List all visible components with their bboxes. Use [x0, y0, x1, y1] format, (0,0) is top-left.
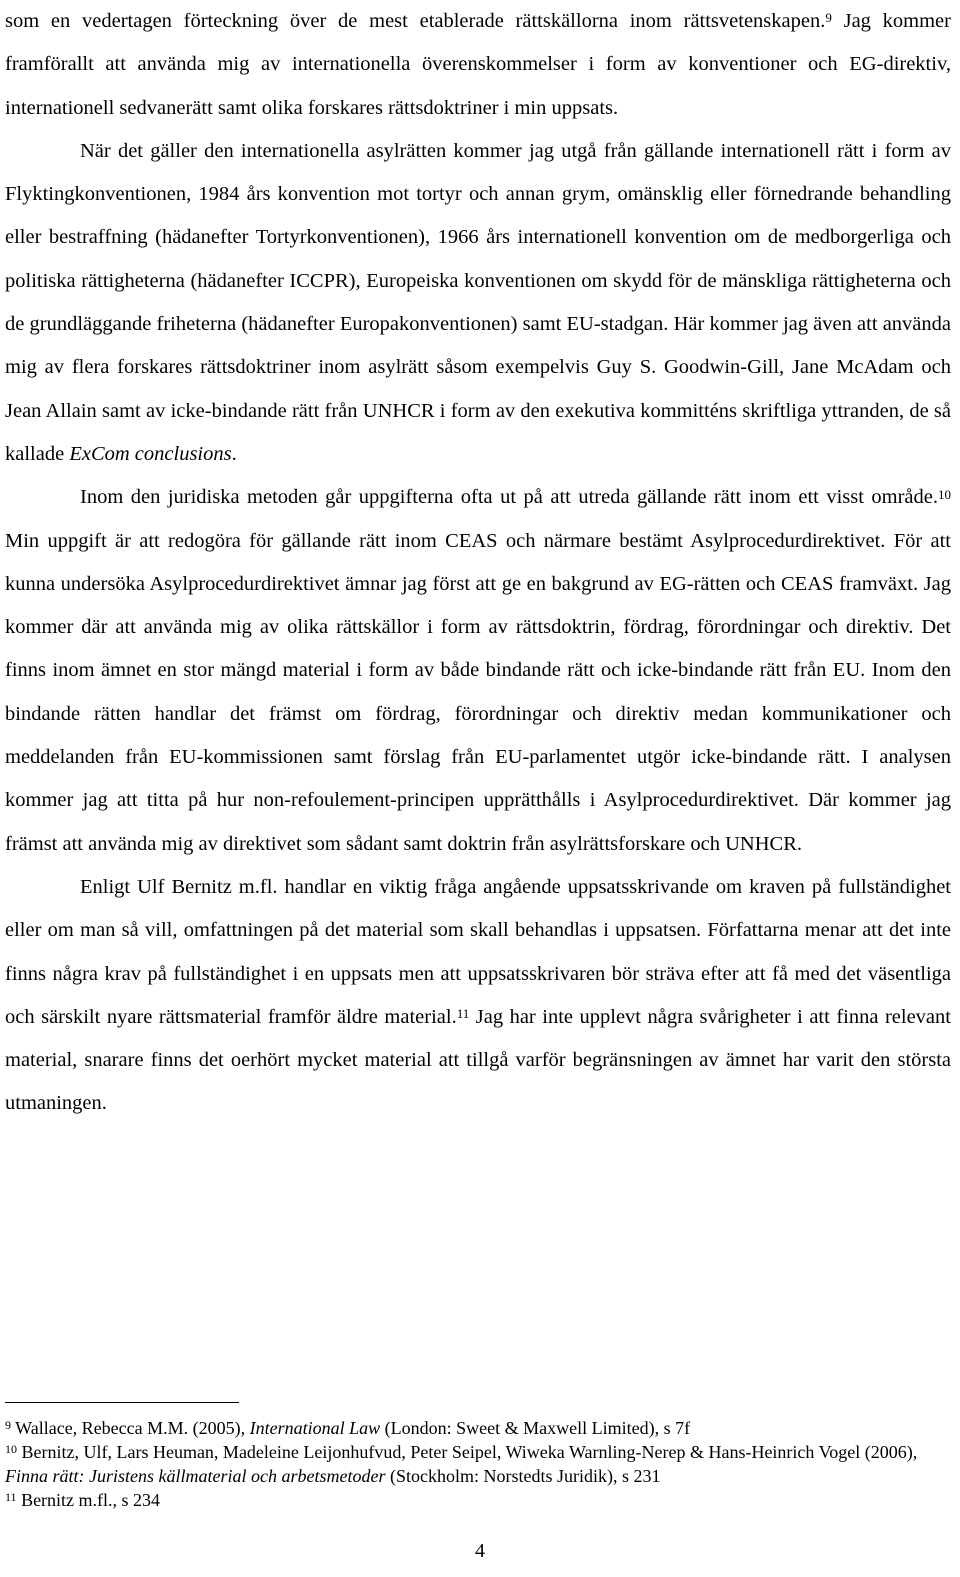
emphasis-text: ExCom conclusions: [69, 442, 232, 465]
body-text: [5, 0, 951, 1126]
footnote-number: 9: [5, 1418, 11, 1433]
footnote-text: (London: Sweet & Maxwell Limited), s 7f: [380, 1418, 691, 1438]
footnote-9: [5, 1416, 951, 1440]
footnote-number: 10: [5, 1442, 17, 1457]
footnote-text: Wallace, Rebecca M.M. (2005),: [11, 1418, 250, 1438]
footnote-title: International Law: [249, 1418, 381, 1438]
paragraph-text: Min uppgift är att redogöra för gällande rätt inom CEAS och närmare bestämt Asylprocedurdirektivet. För att kunna undersöka Asylprocedurdirektivet ämnar jag först att ge en bakgrund av EG-rätten och CEAS framväxt. Jag kommer där att använda mig av olika rättskällor i form av rättsdoktrin, fördrag, förordningar och direktiv. Det finns inom ämnet en stor mängd material i form av både bindande rätt och icke-bindande rätt från EU. Inom den bindande rätten handlar det främst om fördrag, förordningar och direktiv medan kommunikationer och meddelanden från EU-kommissionen samt förslag från EU-parlamentet utgör icke-bindande rätt. I analysen kommer jag att titta på hur non-refoulement-principen upprätthålls i Asylprocedurdirektivet. Där kommer jag främst att använda mig av direktivet som sådant samt doktrin från asylrättsforskare och UNHCR.: [5, 529, 951, 855]
paragraph-text: som en vedertagen förteckning över de mest etablerade rättskällorna inom rättsvetenskapen.: [5, 10, 826, 32]
paragraph-text: Jag har inte upplevt några svårigheter i att finna relevant material, snarare finns det oerhört mycket material att tillgå varför begränsningen av ämnet har varit den största utmaningen.: [5, 1005, 951, 1115]
footnote-text: Bernitz, Ulf, Lars Heuman, Madeleine Leijonhufvud, Peter Seipel, Wiweka Warnling-Nerep & Hans-Heinrich Vogel (2006),: [17, 1442, 918, 1462]
footnote-title: Finna rätt: Juristens källmaterial och arbetsmetoder: [5, 1466, 386, 1486]
footnotes: [5, 1416, 951, 1512]
paragraph-text: Jag kommer framförallt att använda mig av internationella överenskommelser i form av konventioner och EG-direktiv, internationell sedvanerätt samt olika forskares rättsdoktriner i min uppsats.: [5, 10, 951, 119]
paragraph-3: [5, 476, 951, 866]
paragraph-2: [5, 130, 951, 476]
paragraph-text: Inom den juridiska metoden går uppgifterna ofta ut på att utreda gällande rätt inom ett visst område.: [80, 486, 938, 509]
page-number: 4: [475, 1540, 485, 1562]
footnote-text: (Stockholm: Norstedts Juridik), s 231: [385, 1466, 661, 1486]
footnote-11: [5, 1488, 951, 1512]
footnote-number: 11: [5, 1490, 17, 1505]
paragraph-4: [5, 866, 951, 1126]
footnote-separator: [5, 1402, 239, 1403]
paragraph-text: Enligt Ulf Bernitz m.fl. handlar en viktig fråga angående uppsatsskrivande om kraven på fullständighet eller om man så vill, omfattningen på det material som skall behandlas i uppsatsen. Författarna menar att det inte finns några krav på fullständighet i en uppsats men att uppsatsskrivaren bör sträva efter att få med det väsentliga och särskilt nyare rättsmaterial framför äldre material.: [5, 875, 951, 1028]
footnote-text: Bernitz m.fl., s 234: [16, 1490, 161, 1510]
footnote-ref-10[interactable]: 10: [938, 486, 951, 502]
paragraph-1: [5, 0, 951, 130]
document-page: [5, 0, 951, 1562]
paragraph-text: När det gäller den internationella asylrätten kommer jag utgå från gällande internationell rätt i form av Flyktingkonventionen, 1984 års konvention mot tortyr och annan grym, omänsklig eller förnedrande behandling eller bestraffning (hädanefter Tortyrkonventionen), 1966 års internationell konvention om de medborgerliga och politiska rättigheterna (hädanefter ICCPR), Europeiska konventionen om skydd för de mänskliga rättigheterna och de grundläggande friheterna (hädanefter Europakonventionen) samt EU-stadgan. Här kommer jag även att använda mig av flera forskares rättsdoktriner inom asylrätt såsom exempelvis Guy S. Goodwin-Gill, Jane McAdam och Jean Allain samt av icke-bindande rätt från UNHCR i form av den exekutiva kommitténs skriftliga yttranden, de så kallade: [5, 139, 951, 465]
footnote-ref-11[interactable]: 11: [456, 1006, 470, 1022]
paragraph-text: .: [231, 442, 237, 465]
footnote-10: [5, 1440, 951, 1488]
footnote-ref-9[interactable]: 9: [825, 10, 832, 26]
